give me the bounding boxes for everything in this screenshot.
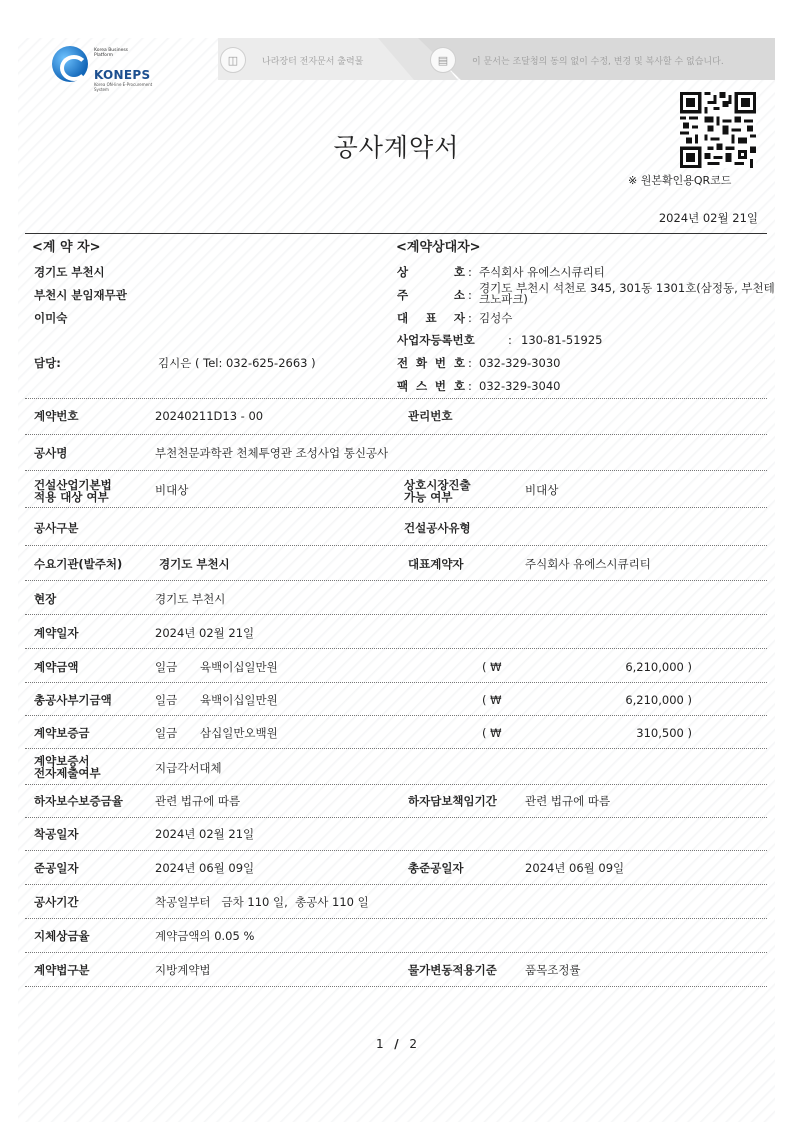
penalty-label: 지체상금율: [34, 929, 90, 943]
row-divider: [25, 784, 767, 785]
amount-number: 6,210,000 ): [625, 660, 692, 674]
row-divider: [25, 545, 767, 546]
contract-no-label: 계약번호: [34, 409, 79, 423]
market-entry-label-1: 상호시장진출: [404, 478, 471, 492]
row-divider: [25, 715, 767, 716]
total-amount-prefix: 일금: [155, 693, 178, 707]
total-amount-words: 육백이십일만원: [200, 693, 278, 707]
print-label: 나라장터 전자문서 출력물: [262, 57, 364, 67]
cp-colon: :: [468, 356, 472, 370]
project-name-value: 부천천문과학관 천체투영관 조성사업 통신공사: [155, 446, 389, 460]
deposit-prefix: 일금: [155, 726, 178, 740]
cp-fax-label: 팩 스 번 호: [397, 379, 465, 393]
row-divider: [25, 850, 767, 851]
defect-rate-label: 하자보수보증금율: [34, 794, 123, 808]
row-divider: [25, 434, 767, 435]
cp-ceo-label: 대 표 자: [397, 311, 465, 325]
cp-phone-label: 전 화 번 호: [397, 356, 465, 370]
contract-no-value: 20240211D13 - 00: [155, 409, 264, 423]
amount-words: 육백이십일만원: [200, 660, 278, 674]
cp-phone-value: 032-329-3030: [479, 356, 561, 370]
cp-name-label: 상 호: [397, 265, 465, 279]
contractor-line-3: 이미숙: [34, 311, 68, 325]
law-type-label: 계약법구분: [34, 963, 90, 977]
cp-colon: :: [468, 288, 472, 302]
cp-address-value-2: 크노파크): [479, 292, 528, 306]
total-amount-number: 6,210,000 ): [625, 693, 692, 707]
logo-tagline: Korea Business Platform: [94, 48, 129, 58]
agency-label: 수요기관(발주처): [34, 557, 123, 571]
row-divider: [25, 918, 767, 919]
page-number: [0, 1037, 793, 1051]
row-divider: [25, 398, 767, 399]
amount-prefix: 일금: [155, 660, 178, 674]
row-divider: [25, 748, 767, 749]
cp-address-label: 주 소: [397, 288, 465, 302]
top-rule: [25, 233, 767, 234]
warranty-period-label: 하자담보책임기간: [408, 794, 497, 808]
price-adjust-label: 물가변동적용기준: [408, 963, 497, 977]
koneps-header: [18, 38, 775, 92]
row-divider: [25, 580, 767, 581]
law-type-value: 지방계약법: [155, 963, 211, 977]
copy-notice: 이 문서는 조달청의 동의 없이 수정, 변경 및 복사할 수 없습니다.: [472, 57, 724, 67]
bond-value: 지급각서대체: [155, 761, 222, 775]
basic-law-label-2: 적용 대상 여부: [34, 490, 109, 504]
bottom-rule: [25, 986, 767, 987]
contact-value: 김시은 ( Tel: 032-625-2663 ): [158, 356, 316, 370]
cp-fax-value: 032-329-3040: [479, 379, 561, 393]
cp-colon: :: [508, 333, 512, 347]
site-value: 경기도 부천시: [155, 592, 226, 606]
deposit-words: 삼십일만오백원: [200, 726, 278, 740]
total-end-date-value: 2024년 06월 09일: [525, 861, 625, 875]
page-separator: /: [394, 1037, 399, 1051]
contractor-heading: <계 약 자>: [32, 240, 101, 255]
total-end-date-label: 총준공일자: [408, 861, 464, 875]
contractor-line-1: 경기도 부천시: [34, 265, 105, 279]
bond-label-1: 계약보증서: [34, 754, 90, 768]
warranty-period-value: 관련 법규에 따름: [525, 794, 611, 808]
qr-caption: ※ 원본확인용QR코드: [628, 174, 732, 187]
contract-date-label: 계약일자: [34, 626, 79, 640]
lead-contractor-label: 대표계약자: [408, 557, 464, 571]
market-entry-value: 비대상: [525, 483, 559, 497]
penalty-value: 계약금액의 0.05 %: [155, 929, 255, 943]
document-icon: ◫: [220, 47, 246, 73]
agency-value: 경기도 부천시: [159, 557, 230, 571]
end-date-label: 준공일자: [34, 861, 79, 875]
amount-label: 계약금액: [34, 660, 79, 674]
site-label: 현장: [34, 592, 57, 606]
cp-colon: :: [468, 379, 472, 393]
page-total: 2: [409, 1037, 417, 1051]
end-date-value: 2024년 06월 09일: [155, 861, 255, 875]
contractor-line-2: 부천시 분임재무관: [34, 288, 127, 302]
cp-name-value: 주식회사 유에스시큐리티: [479, 265, 605, 279]
total-amount-open: ( ₩: [482, 693, 502, 707]
market-entry-label-2: 가능 여부: [404, 490, 453, 504]
cp-ceo-value: 김성수: [479, 311, 513, 325]
row-divider: [25, 470, 767, 471]
row-divider: [25, 614, 767, 615]
koneps-logo-mark: [52, 46, 88, 82]
row-divider: [25, 952, 767, 953]
project-name-label: 공사명: [34, 446, 68, 460]
cp-bizno-label: 사업자등록번호: [397, 333, 475, 347]
page-current: 1: [376, 1037, 384, 1051]
basic-law-label-1: 건설산업기본법: [34, 478, 112, 492]
cp-colon: :: [468, 311, 472, 325]
cp-colon: :: [468, 265, 472, 279]
row-divider: [25, 817, 767, 818]
mgmt-no-label: 관리번호: [408, 409, 453, 423]
printer-icon: ▤: [430, 47, 456, 73]
document-title: 공사계약서: [333, 133, 460, 162]
deposit-number: 310,500 ): [636, 726, 692, 740]
koneps-logo: [52, 46, 164, 90]
counterparty-heading: <계약상대자>: [396, 240, 481, 255]
logo-name: KONEPS: [94, 68, 151, 82]
row-divider: [25, 884, 767, 885]
logo-subtitle: Korea ON-line E-Procurement System: [94, 82, 153, 92]
contact-label: 담당:: [34, 356, 61, 370]
deposit-label: 계약보증금: [34, 726, 90, 740]
amount-open: ( ₩: [482, 660, 502, 674]
row-divider: [25, 507, 767, 508]
total-amount-label: 총공사부기금액: [34, 693, 112, 707]
period-value: 착공일부터 금차 110 일, 총공사 110 일: [155, 895, 369, 909]
row-divider: [25, 682, 767, 683]
work-type-label: 공사구분: [34, 521, 79, 535]
deposit-open: ( ₩: [482, 726, 502, 740]
construction-type-label: 건설공사유형: [404, 521, 471, 535]
cp-address-value: 경기도 부천시 석천로 345, 301동 1301호(삼정동, 부천테: [479, 281, 775, 295]
row-divider: [25, 648, 767, 649]
price-adjust-value: 품목조정률: [525, 963, 581, 977]
document-date: 2024년 02월 21일: [658, 211, 758, 225]
start-date-value: 2024년 02월 21일: [155, 827, 255, 841]
lead-contractor-value: 주식회사 유에스시큐리티: [525, 557, 651, 571]
bond-label-2: 전자제출여부: [34, 766, 101, 780]
contract-date-value: 2024년 02월 21일: [155, 626, 255, 640]
period-label: 공사기간: [34, 895, 79, 909]
defect-rate-value: 관련 법규에 따름: [155, 794, 241, 808]
start-date-label: 착공일자: [34, 827, 79, 841]
basic-law-value: 비대상: [155, 483, 189, 497]
cp-bizno-value: 130-81-51925: [521, 333, 603, 347]
